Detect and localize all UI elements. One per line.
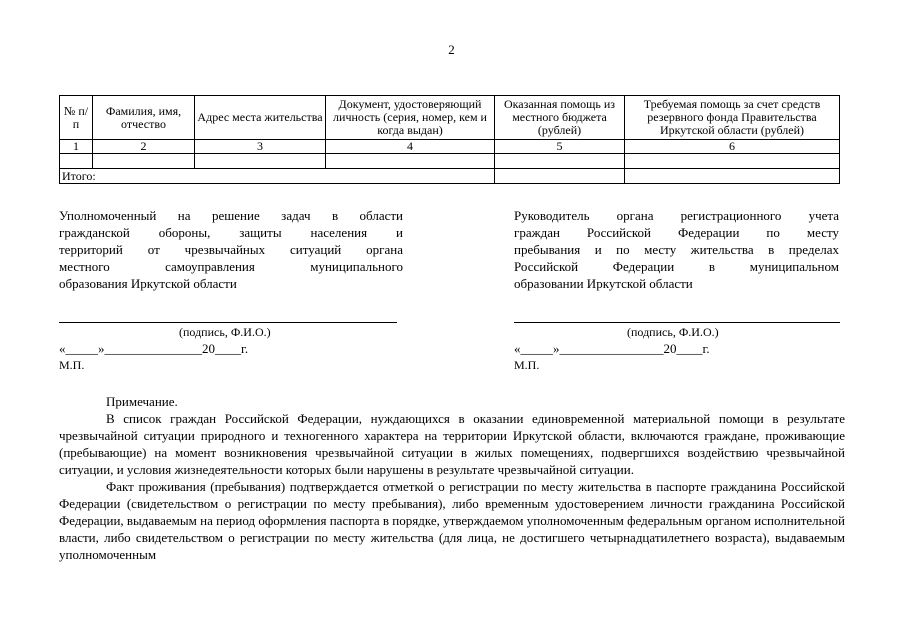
note-paragraph: Факт проживания (пребывания) подтверждается отметкой о регистрации по месту жительства в паспорте гражданина Российской Федерации (свидетельством о регистрации по месту пребывания), либо временным удостоверением личности гражданина Российской Федерации, выдаваемым на период оформления паспорта в порядке, утверждаемом уполномоченным федеральным органом исполнительной власти, либо свидетельством о регистрации по месту жительства (для лица, не достигшего четырнадцатилетнего возраста), выдаваемым уполномоченным — [59, 479, 845, 562]
column-number: 4 — [326, 140, 495, 154]
table-cell — [195, 154, 326, 169]
left-signature-line — [59, 322, 397, 323]
table-cell — [495, 154, 625, 169]
page-number: 2 — [448, 42, 455, 57]
total-label: Итого: — [60, 169, 495, 184]
left-date-line: «_____»_______________20____г. — [59, 341, 249, 356]
assistance-table — [59, 95, 840, 184]
table-cell — [60, 154, 93, 169]
signer-line: Уполномоченный на решение задач в области — [59, 208, 403, 223]
table-cell — [326, 154, 495, 169]
table-cell — [625, 169, 840, 184]
note-title: Примечание. — [106, 394, 178, 409]
signer-line: местного самоуправления муниципального — [59, 259, 403, 274]
table-total-row — [60, 169, 840, 184]
header-address: Адрес места жительства — [195, 96, 326, 140]
column-number: 2 — [93, 140, 195, 154]
table-row — [60, 154, 840, 169]
table-column-numbers-row — [60, 140, 840, 154]
table-cell — [93, 154, 195, 169]
signer-line: гражданской обороны, защиты населения и — [59, 225, 403, 240]
signer-line: Руководитель органа регистрационного учета — [514, 208, 839, 223]
right-signature-caption: (подпись, Ф.И.О.) — [627, 325, 719, 339]
column-number: 3 — [195, 140, 326, 154]
signer-line: территорий от чрезвычайных ситуаций органа — [59, 242, 403, 257]
note-section — [59, 393, 845, 563]
left-stamp-label: М.П. — [59, 358, 85, 372]
table-header-row — [60, 96, 840, 140]
table-cell — [625, 154, 840, 169]
left-signature-caption: (подпись, Ф.И.О.) — [179, 325, 271, 339]
left-signer-title — [59, 207, 403, 292]
signer-line: пребывания и по месту жительства в пределах — [514, 242, 839, 257]
header-id-document: Документ, удостоверяющий личность (серия, номер, кем и когда выдан) — [326, 96, 495, 140]
table-cell — [495, 169, 625, 184]
right-stamp-label: М.П. — [514, 358, 540, 372]
right-date-line: «_____»________________20____г. — [514, 341, 710, 356]
header-number: № п/п — [60, 96, 93, 140]
note-paragraph: В список граждан Российской Федерации, нуждающихся в оказании единовременной материальной помощи в результате чрезвычайной ситуации природного и техногенного характера на территории Иркутской области, включаются граждане, проживающие (пребывающие) на момент возникновения чрезвычайной ситуации в жилых помещениях, подвергшихся воздействию чрезвычайной ситуации, и условия жизнедеятельности которых были нарушены в результате чрезвычайной ситуации. — [59, 411, 845, 477]
signer-line: граждан Российской Федерации по месту — [514, 225, 839, 240]
header-local-budget-aid: Оказанная помощь из местного бюджета (рублей) — [495, 96, 625, 140]
column-number: 6 — [625, 140, 840, 154]
column-number: 1 — [60, 140, 93, 154]
header-full-name: Фамилия, имя, отчество — [93, 96, 195, 140]
header-reserve-fund-aid: Требуемая помощь за счет средств резервного фонда Правительства Иркутской области (рублей) — [625, 96, 840, 140]
signer-line: Российской Федерации в муниципальном — [514, 259, 839, 274]
signer-line: образовании Иркутской области — [514, 276, 693, 291]
right-signer-title — [514, 207, 839, 292]
signer-line: образования Иркутской области — [59, 276, 237, 291]
right-signature-line — [514, 322, 840, 323]
column-number: 5 — [495, 140, 625, 154]
